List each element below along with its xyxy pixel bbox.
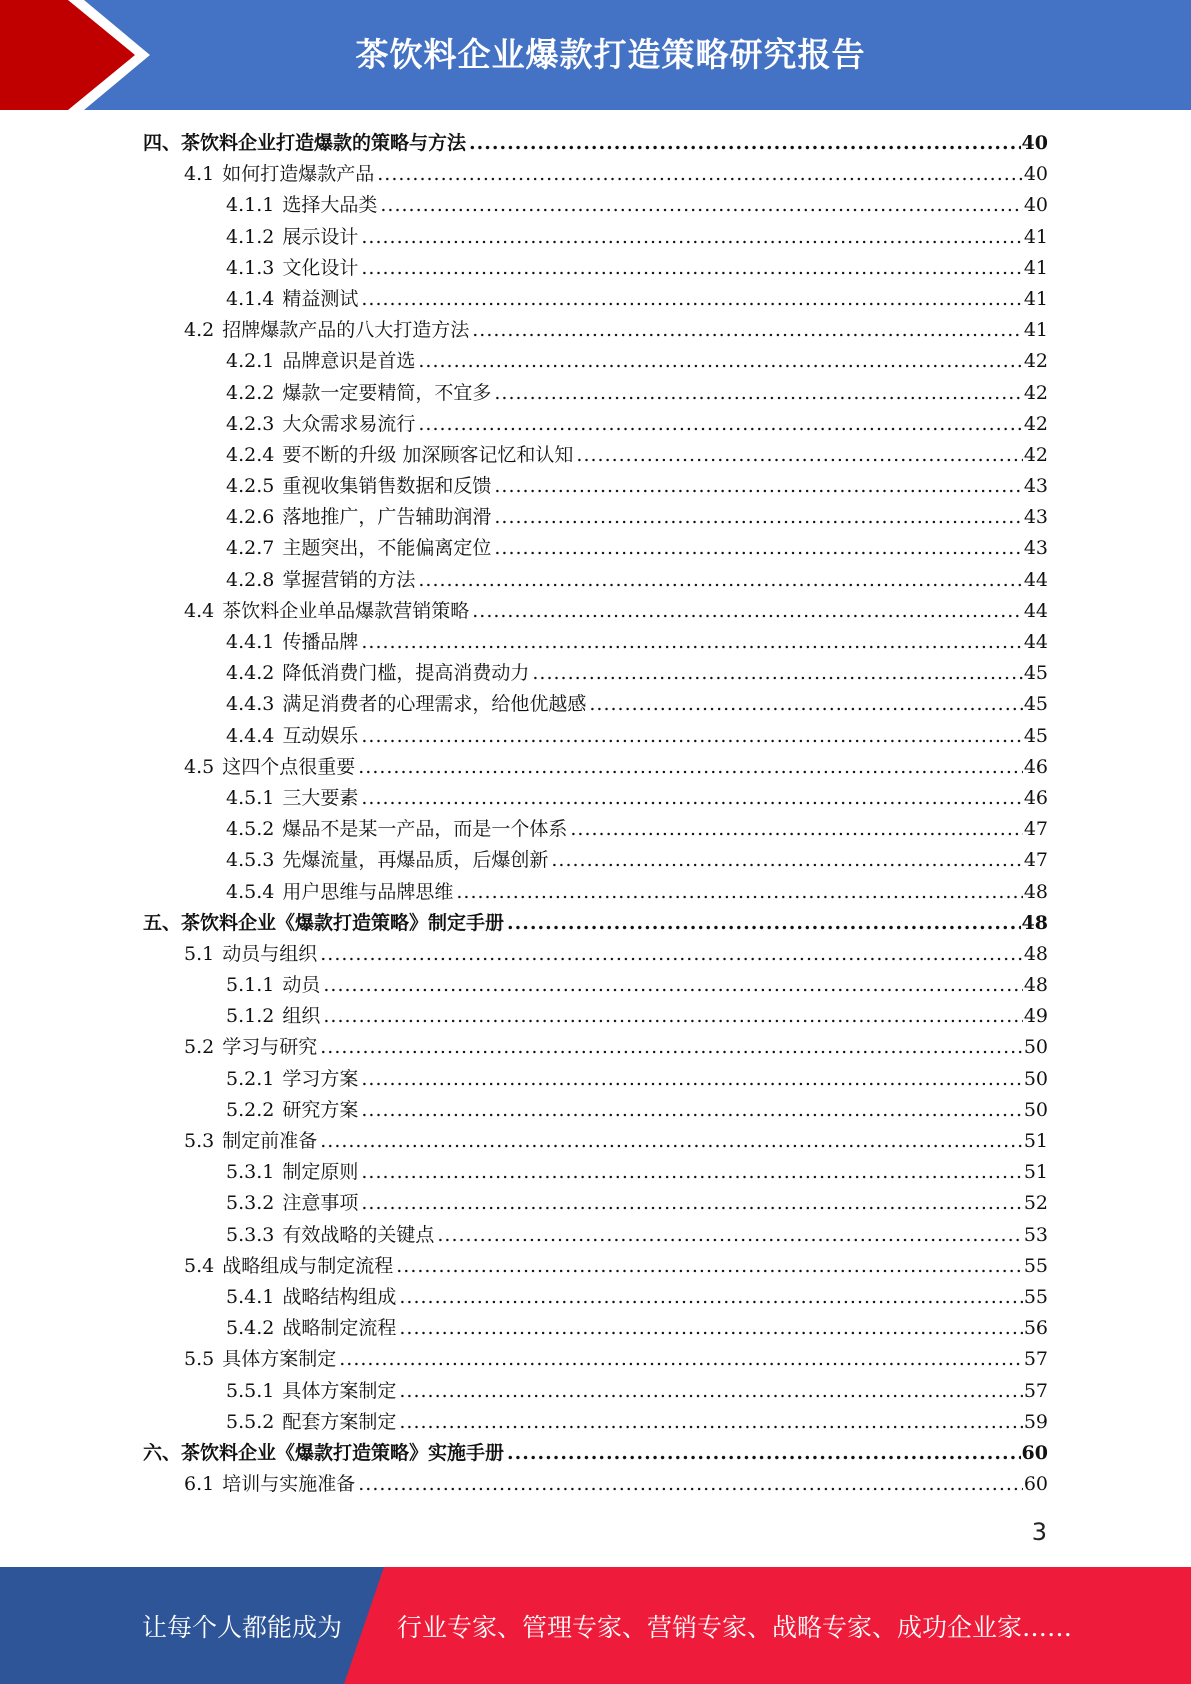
toc-entry[interactable] (143, 1220, 1048, 1251)
toc-entry-title: 战略组成与制定流程 (222, 1254, 394, 1277)
toc-entry-title: 茶饮料企业单品爆款营销策略 (222, 599, 470, 622)
toc-entry[interactable] (143, 783, 1048, 814)
toc-entry[interactable] (143, 596, 1048, 627)
toc-entry-page: 42 (1023, 412, 1048, 435)
toc-entry[interactable] (143, 1313, 1048, 1344)
toc-entry-page: 42 (1023, 381, 1048, 404)
toc-entry-title: 五、茶饮料企业《爆款打造策略》制定手册 (143, 911, 505, 934)
toc-entry-title: 制定原则 (282, 1161, 359, 1184)
toc-entry[interactable] (143, 253, 1048, 284)
toc-dot-leader (361, 222, 1022, 253)
toc-entry[interactable] (143, 440, 1048, 471)
toc-entry-number: 5.5.2 (226, 1410, 275, 1433)
toc-entry[interactable] (143, 315, 1048, 346)
toc-dot-leader (399, 1282, 1022, 1313)
toc-dot-leader (320, 1126, 1023, 1157)
toc-entry-title: 配套方案制定 (282, 1410, 397, 1433)
toc-entry-number: 4.2.1 (226, 350, 275, 373)
toc-entry-page: 53 (1023, 1223, 1048, 1246)
toc-entry-page: 55 (1023, 1285, 1048, 1308)
toc-entry-page: 45 (1023, 662, 1048, 685)
toc-dot-leader (361, 627, 1022, 658)
toc-entry-number: 4.2.6 (226, 506, 275, 529)
toc-dot-leader (323, 970, 1022, 1001)
toc-dot-leader (418, 346, 1022, 377)
toc-entry-title: 降低消费门槛，提高消费动力 (282, 662, 530, 685)
toc-entry-title: 战略结构组成 (282, 1285, 397, 1308)
toc-entry-page: 48 (1023, 974, 1048, 997)
toc-entry-title: 爆款一定要精简，不宜多 (282, 381, 492, 404)
toc-entry-page: 56 (1023, 1317, 1048, 1340)
toc-entry-page: 50 (1023, 1067, 1048, 1090)
toc-dot-leader (399, 1313, 1022, 1344)
toc-dot-leader (469, 128, 1021, 159)
toc-entry[interactable] (143, 1376, 1048, 1407)
toc-entry-page: 50 (1023, 1036, 1048, 1059)
toc-entry-number: 5.4.2 (226, 1317, 275, 1340)
toc-entry-title: 传播品牌 (282, 631, 359, 653)
toc-entry-page: 42 (1023, 350, 1048, 373)
toc-entry-number: 4.1.3 (226, 256, 275, 279)
toc-entry-title: 四、茶饮料企业打造爆款的策略与方法 (143, 132, 467, 154)
toc-entry-page: 60 (1021, 1441, 1048, 1464)
toc-dot-leader (494, 533, 1022, 564)
toc-dot-leader (361, 1064, 1022, 1095)
toc-entry-title: 大众需求易流行 (282, 412, 416, 435)
toc-dot-leader (494, 378, 1022, 409)
toc-entry-page: 45 (1023, 724, 1048, 747)
toc-entry[interactable] (143, 814, 1048, 845)
toc-entry-title: 研究方案 (282, 1098, 359, 1121)
toc-entry-title: 注意事项 (282, 1192, 359, 1215)
toc-entry-number: 5.1 (184, 942, 215, 965)
toc-entry-page: 47 (1023, 849, 1048, 872)
toc-dot-leader (507, 908, 1021, 939)
toc-entry-title: 如何打造爆款产品 (222, 163, 375, 186)
toc-entry-title: 重视收集销售数据和反馈 (282, 475, 492, 498)
toc-entry-title: 展示设计 (282, 225, 359, 248)
toc-entry-page: 46 (1023, 786, 1048, 809)
toc-dot-leader (380, 190, 1022, 221)
toc-entry-number: 4.4.2 (226, 662, 275, 685)
toc-entry[interactable] (143, 658, 1048, 689)
toc-entry-number: 4.4.3 (226, 693, 275, 716)
toc-entry-page: 44 (1023, 568, 1048, 591)
toc-dot-leader (361, 783, 1022, 814)
toc-dot-leader (418, 409, 1022, 440)
toc-entry-page: 41 (1023, 225, 1048, 248)
toc-entry-number: 5.2 (184, 1036, 215, 1059)
toc-entry-page: 49 (1023, 1005, 1048, 1028)
toc-dot-leader (494, 471, 1022, 502)
toc-entry-number: 4.2.8 (226, 568, 275, 591)
toc-dot-leader (532, 658, 1022, 689)
toc-entry-page: 40 (1023, 163, 1048, 186)
toc-entry-page: 40 (1021, 132, 1048, 154)
toc-entry[interactable] (143, 721, 1048, 752)
toc-entry-title: 动员 (282, 974, 321, 997)
toc-dot-leader (576, 440, 1022, 471)
toc-entry-title: 六、茶饮料企业《爆款打造策略》实施手册 (143, 1441, 505, 1464)
toc-entry-number: 4.5.4 (226, 880, 275, 903)
toc-entry[interactable] (143, 752, 1048, 783)
page-number: 3 (1031, 1518, 1047, 1546)
toc-entry-number: 4.4 (184, 599, 215, 622)
toc-entry[interactable] (143, 471, 1048, 502)
toc-entry-title: 学习与研究 (222, 1036, 318, 1059)
toc-entry-number: 4.4.1 (226, 631, 275, 653)
toc-entry-title: 精益测试 (282, 287, 359, 310)
toc-dot-leader (437, 1220, 1022, 1251)
toc-entry-page: 41 (1023, 256, 1048, 279)
toc-entry-title: 培训与实施准备 (222, 1473, 356, 1496)
toc-dot-leader (472, 315, 1023, 346)
toc-entry[interactable] (143, 845, 1048, 876)
toc-dot-leader (396, 1251, 1023, 1282)
toc-entry-page: 47 (1023, 818, 1048, 841)
toc-dot-leader (361, 721, 1022, 752)
footer-slogan-left: 让每个人都能成为 (142, 1612, 343, 1642)
footer-slogan-right: 行业专家、管理专家、营销专家、战略专家、成功企业家…… (397, 1612, 1073, 1642)
toc-entry-title: 爆品不是某一产品，而是一个体系 (282, 818, 568, 841)
toc-entry-number: 5.4.1 (226, 1285, 275, 1308)
toc-entry[interactable] (143, 533, 1048, 564)
toc-entry-page: 44 (1023, 599, 1048, 622)
toc-entry-number: 4.2.2 (226, 381, 275, 404)
toc-entry-title: 先爆流量，再爆品质，后爆创新 (282, 849, 549, 872)
toc-dot-leader (361, 1095, 1022, 1126)
toc-entry-number: 4.1.2 (226, 225, 275, 248)
toc-entry-number: 5.1.1 (226, 974, 275, 997)
toc-entry-title: 战略制定流程 (282, 1317, 397, 1340)
toc-entry-page: 57 (1023, 1348, 1048, 1371)
header-title: 茶饮料企业爆款打造策略研究报告 (355, 34, 866, 74)
toc-entry-page: 48 (1023, 942, 1048, 965)
toc-entry-page: 60 (1023, 1473, 1048, 1496)
toc-entry-number: 5.3.3 (226, 1223, 275, 1246)
toc-entry[interactable] (143, 346, 1048, 377)
toc-entry-page: 51 (1023, 1161, 1048, 1184)
toc-entry-page: 40 (1023, 194, 1048, 217)
toc-entry-number: 6.1 (184, 1473, 215, 1496)
toc-entry[interactable] (143, 128, 1048, 159)
toc-entry[interactable] (143, 1188, 1048, 1219)
toc-entry-number: 5.4 (184, 1254, 215, 1277)
toc-entry-number: 4.5.3 (226, 849, 275, 872)
toc-entry-page: 41 (1023, 319, 1048, 342)
toc-entry-title: 品牌意识是首选 (282, 350, 416, 373)
toc-entry-title: 动员与组织 (222, 942, 318, 965)
toc-entry-number: 5.3.2 (226, 1192, 275, 1215)
toc-entry-title: 文化设计 (282, 256, 359, 279)
toc-entry-number: 4.5.2 (226, 818, 275, 841)
toc-dot-leader (323, 1001, 1022, 1032)
toc-entry-page: 43 (1023, 506, 1048, 529)
toc-dot-leader (399, 1407, 1022, 1438)
toc-entry-number: 4.1 (184, 163, 215, 186)
toc-dot-leader (399, 1376, 1022, 1407)
toc-entry-number: 5.5.1 (226, 1379, 275, 1402)
toc-entry-number: 4.4.4 (226, 724, 275, 747)
toc-entry[interactable] (143, 1407, 1048, 1438)
toc-dot-leader (361, 284, 1022, 315)
toc-entry[interactable] (143, 409, 1048, 440)
toc-entry-number: 4.2 (184, 319, 215, 342)
toc-dot-leader (551, 845, 1022, 876)
toc-entry[interactable] (143, 1282, 1048, 1313)
toc-entry-page: 41 (1023, 287, 1048, 310)
toc-entry-number: 4.2.7 (226, 537, 275, 560)
toc-entry-title: 招牌爆款产品的八大打造方法 (222, 319, 470, 342)
toc-entry-number: 5.1.2 (226, 1005, 275, 1028)
toc-dot-leader (339, 1344, 1023, 1375)
toc-entry-page: 45 (1023, 693, 1048, 716)
toc-entry-page: 50 (1023, 1098, 1048, 1121)
toc-dot-leader (494, 502, 1022, 533)
toc-entry-number: 4.5.1 (226, 786, 275, 809)
toc-entry[interactable] (143, 1438, 1048, 1469)
toc-entry[interactable] (143, 284, 1048, 315)
toc-entry-number: 4.1.1 (226, 194, 275, 217)
toc-entry[interactable] (143, 1469, 1048, 1500)
toc-entry-number: 4.2.4 (226, 443, 275, 466)
toc-entry-number: 5.5 (184, 1348, 215, 1371)
toc-dot-leader (358, 752, 1023, 783)
toc-entry[interactable] (143, 1064, 1048, 1095)
toc-entry-number: 4.2.3 (226, 412, 275, 435)
toc-entry-page: 42 (1023, 443, 1048, 466)
toc-entry-title: 主题突出，不能偏离定位 (282, 537, 492, 560)
toc-entry[interactable] (143, 689, 1048, 720)
table-of-contents (143, 128, 1048, 1500)
toc-entry-page: 44 (1023, 631, 1048, 653)
toc-entry[interactable] (143, 1344, 1048, 1375)
toc-entry-number: 5.3.1 (226, 1161, 275, 1184)
toc-entry-title: 要不断的升级 加深顾客记忆和认知 (282, 443, 574, 466)
toc-entry-number: 5.3 (184, 1130, 215, 1152)
toc-entry-page: 51 (1023, 1130, 1048, 1152)
toc-entry-number: 5.2.1 (226, 1067, 275, 1090)
toc-dot-leader (589, 689, 1022, 720)
toc-entry[interactable] (143, 1157, 1048, 1188)
toc-entry[interactable] (143, 190, 1048, 221)
toc-entry-title: 三大要素 (282, 786, 359, 809)
toc-entry[interactable] (143, 877, 1048, 908)
toc-entry[interactable] (143, 970, 1048, 1001)
toc-entry[interactable] (143, 627, 1048, 658)
toc-entry-page: 59 (1023, 1410, 1048, 1433)
toc-entry-page: 57 (1023, 1379, 1048, 1402)
toc-entry[interactable] (143, 1251, 1048, 1282)
toc-entry[interactable] (143, 908, 1048, 939)
toc-dot-leader (377, 159, 1023, 190)
toc-entry[interactable] (143, 939, 1048, 970)
toc-dot-leader (418, 565, 1022, 596)
page-footer (0, 1567, 1191, 1684)
toc-entry-number: 4.2.5 (226, 475, 275, 498)
toc-entry-number: 5.2.2 (226, 1098, 275, 1121)
toc-entry-title: 掌握营销的方法 (282, 568, 416, 591)
toc-dot-leader (507, 1438, 1021, 1469)
toc-entry[interactable] (143, 1032, 1048, 1063)
toc-dot-leader (361, 253, 1022, 284)
toc-entry[interactable] (143, 1001, 1048, 1032)
toc-entry[interactable] (143, 1126, 1048, 1157)
toc-entry-title: 学习方案 (282, 1067, 359, 1090)
toc-entry-page: 46 (1023, 755, 1048, 778)
toc-entry-number: 4.1.4 (226, 287, 275, 310)
toc-entry-page: 52 (1023, 1192, 1048, 1215)
toc-entry-page: 55 (1023, 1254, 1048, 1277)
toc-entry-page: 48 (1021, 911, 1048, 934)
toc-entry-number: 4.5 (184, 755, 215, 778)
toc-entry-title: 用户思维与品牌思维 (282, 880, 454, 903)
toc-dot-leader (472, 596, 1023, 627)
toc-entry-title: 组织 (282, 1005, 321, 1028)
toc-entry-title: 这四个点很重要 (222, 755, 356, 778)
toc-entry-title: 具体方案制定 (222, 1348, 337, 1371)
toc-entry-title: 有效战略的关键点 (282, 1223, 435, 1246)
toc-dot-leader (570, 814, 1022, 845)
toc-entry-title: 选择大品类 (282, 194, 378, 217)
toc-entry[interactable] (143, 1095, 1048, 1126)
toc-entry[interactable] (143, 159, 1048, 190)
toc-entry-title: 具体方案制定 (282, 1379, 397, 1402)
toc-entry-title: 制定前准备 (222, 1130, 318, 1152)
toc-entry-title: 满足消费者的心理需求，给他优越感 (282, 693, 587, 716)
toc-dot-leader (320, 1032, 1023, 1063)
toc-dot-leader (361, 1188, 1022, 1219)
toc-entry[interactable] (143, 222, 1048, 253)
toc-entry[interactable] (143, 565, 1048, 596)
toc-dot-leader (358, 1469, 1023, 1500)
toc-entry-title: 互动娱乐 (282, 724, 359, 747)
toc-entry-title: 落地推广，广告辅助润滑 (282, 506, 492, 529)
page-header (0, 0, 1191, 110)
toc-entry-page: 43 (1023, 475, 1048, 498)
toc-entry[interactable] (143, 502, 1048, 533)
toc-entry-page: 43 (1023, 537, 1048, 560)
toc-dot-leader (456, 877, 1022, 908)
toc-entry-page: 48 (1023, 880, 1048, 903)
toc-entry[interactable] (143, 378, 1048, 409)
toc-dot-leader (361, 1157, 1022, 1188)
toc-dot-leader (320, 939, 1023, 970)
